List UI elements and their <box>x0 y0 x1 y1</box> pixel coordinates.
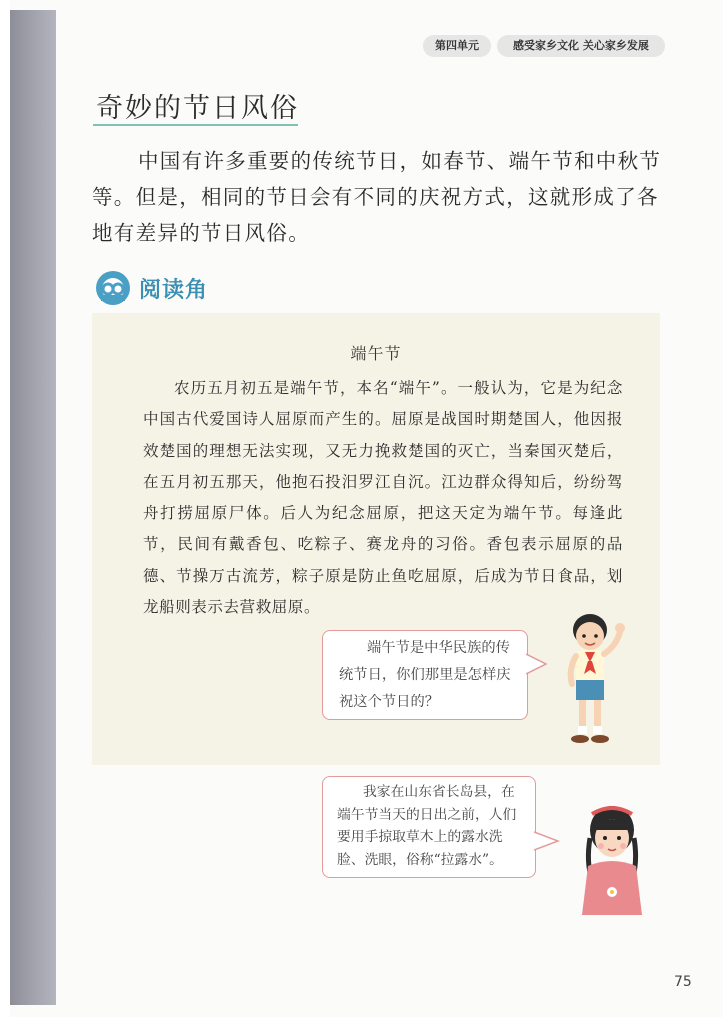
theme-tab: 感受家乡文化 关心家乡发展 <box>497 35 665 57</box>
side-color-strip <box>10 10 56 1005</box>
boy-speech-bubble: 端午节是中华民族的传统节日，你们那里是怎样庆祝这个节日的？ <box>322 630 528 720</box>
lesson-title: 奇妙的节日风俗 <box>96 93 299 124</box>
boy-illustration <box>550 608 632 750</box>
reading-corner-header <box>95 270 208 306</box>
reading-corner-label: 阅读角 <box>139 277 209 303</box>
bubble-tail <box>526 652 548 676</box>
page-number: 75 <box>674 974 692 990</box>
girl-illustration <box>570 800 660 915</box>
bubble-tail <box>534 830 560 852</box>
reading-title: 端午节 <box>350 344 402 363</box>
reading-corner-icon <box>95 270 131 306</box>
girl-speech-bubble: 我家在山东省长岛县，在端午节当天的日出之前，人们要用手掠取草木上的露水洗脸、洗眼，俗称“拉露水”。 <box>322 776 536 878</box>
page-margin <box>0 0 10 1017</box>
intro-paragraph: 中国有许多重要的传统节日，如春节、端午节和中秋节等。但是，相同的节日会有不同的庆祝方式，这就形成了各地有差异的节日风俗。 <box>92 149 662 245</box>
running-header <box>423 35 665 57</box>
title-underline <box>93 124 298 126</box>
reading-body: 农历五月初五是端午节，本名“端午”。一般认为，它是为纪念中国古代爱国诗人屈原而产生的。屈原是战国时期楚国人，他因报效楚国的理想无法实现，又无力挽救楚国的灭亡，当秦国灭楚后，在五月初五那天，他抱石投汨罗江自沉。江边群众得知后，纷纷驾舟打捞屈原尸体。后人为纪念屈原，把这天定为端午节。每逢此节，民间有戴香包、吃粽子、赛龙舟的习俗。香包表示屈原的品德、节操万古流芳，粽子原是防止鱼吃屈原，后成为节日食品，划龙船则表示去营救屈原。 <box>143 379 623 617</box>
unit-tab: 第四单元 <box>423 35 491 57</box>
